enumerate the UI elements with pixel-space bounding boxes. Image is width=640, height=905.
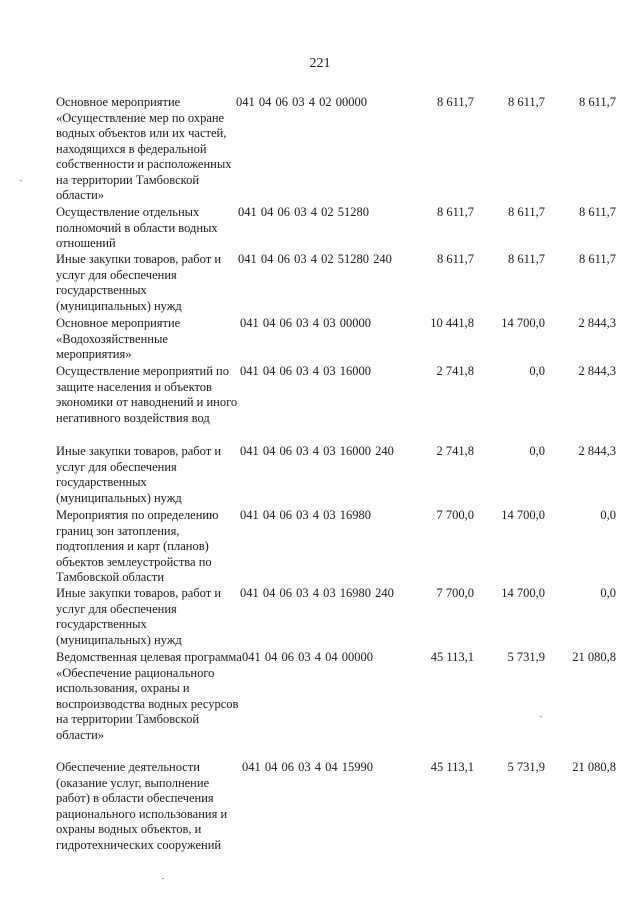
row-value-1: 2 741,8 bbox=[436, 364, 474, 378]
row-value-1: 2 741,8 bbox=[436, 444, 474, 458]
row-value-1: 7 700,0 bbox=[436, 586, 474, 600]
row-value-3: 0,0 bbox=[600, 586, 616, 600]
row-value-2: 0,0 bbox=[529, 364, 545, 378]
row-name: Ведомственная целевая программа «Обеспечение рационального использования, охраны и воспроизводства водных ресурсов на территории Тамбовской области» bbox=[56, 650, 242, 742]
row-value-3: 21 080,8 bbox=[572, 760, 616, 774]
row-code: 041 04 06 03 4 02 51280 bbox=[238, 205, 369, 219]
row-code: 041 04 06 03 4 03 00000 bbox=[240, 316, 371, 330]
row-value-2: 8 611,7 bbox=[507, 205, 545, 219]
row-value-3: 21 080,8 bbox=[572, 650, 616, 664]
row-value-1: 45 113,1 bbox=[430, 650, 474, 664]
row-code: 041 04 06 03 4 04 00000 bbox=[242, 650, 373, 664]
row-value-2: 14 700,0 bbox=[501, 586, 545, 600]
row-value-3: 0,0 bbox=[600, 508, 616, 522]
row-name: Осуществление мероприятий по защите населения и объектов экономики от наводнений и иного негативного воздействия вод bbox=[56, 364, 238, 425]
row-value-2: 14 700,0 bbox=[501, 508, 545, 522]
row-code: 041 04 06 03 4 02 00000 bbox=[236, 95, 367, 109]
row-value-3: 8 611,7 bbox=[578, 205, 616, 219]
row-name: Основное мероприятие «Водохозяйственные мероприятия» bbox=[56, 316, 181, 361]
row-value-2: 0,0 bbox=[529, 444, 545, 458]
row-value-2: 8 611,7 bbox=[507, 252, 545, 266]
row-name: Иные закупки товаров, работ и услуг для обеспечения государственных (муниципальных) нужд bbox=[56, 252, 222, 313]
page-number: 221 bbox=[309, 56, 331, 71]
row-name: Осуществление отдельных полномочий в области водных отношений bbox=[56, 205, 218, 250]
row-value-3: 2 844,3 bbox=[578, 364, 616, 378]
row-value-1: 8 611,7 bbox=[436, 205, 474, 219]
row-value-3: 2 844,3 bbox=[578, 444, 616, 458]
row-value-2: 8 611,7 bbox=[507, 95, 545, 109]
row-value-3: 2 844,3 bbox=[578, 316, 616, 330]
row-code: 041 04 06 03 4 04 15990 bbox=[242, 760, 373, 774]
scan-speck bbox=[162, 878, 164, 879]
row-code: 041 04 06 03 4 02 51280 240 bbox=[238, 252, 392, 266]
row-code: 041 04 06 03 4 03 16000 bbox=[240, 364, 371, 378]
row-name: Мероприятия по определению границ зон затопления, подтопления и карт (планов) объектов землеустройства по Тамбовской области bbox=[56, 508, 219, 584]
row-code: 041 04 06 03 4 03 16000 240 bbox=[240, 444, 394, 458]
row-name: Иные закупки товаров, работ и услуг для обеспечения государственных (муниципальных) нужд bbox=[56, 444, 222, 505]
row-name: Обеспечение деятельности (оказание услуг, выполнение работ) в области обеспечения рационального использования и охраны водных объектов, и гидротехнических сооружений bbox=[56, 760, 228, 852]
row-name: Основное мероприятие «Осуществление мер по охране водных объектов или их частей, находящихся в федеральной собственности и расположенных на территории Тамбовской области» bbox=[56, 95, 232, 202]
row-name: Иные закупки товаров, работ и услуг для обеспечения государственных (муниципальных) нужд bbox=[56, 586, 222, 647]
row-value-1: 8 611,7 bbox=[436, 95, 474, 109]
scan-speck bbox=[540, 716, 542, 717]
row-value-1: 45 113,1 bbox=[430, 760, 474, 774]
row-value-1: 8 611,7 bbox=[436, 252, 474, 266]
row-value-3: 8 611,7 bbox=[578, 95, 616, 109]
row-value-1: 7 700,0 bbox=[436, 508, 474, 522]
row-value-2: 5 731,9 bbox=[507, 760, 545, 774]
scan-speck bbox=[20, 180, 22, 181]
row-value-3: 8 611,7 bbox=[578, 252, 616, 266]
row-value-2: 14 700,0 bbox=[501, 316, 545, 330]
row-value-1: 10 441,8 bbox=[430, 316, 474, 330]
row-value-2: 5 731,9 bbox=[507, 650, 545, 664]
row-code: 041 04 06 03 4 03 16980 bbox=[240, 508, 371, 522]
row-code: 041 04 06 03 4 03 16980 240 bbox=[240, 586, 394, 600]
